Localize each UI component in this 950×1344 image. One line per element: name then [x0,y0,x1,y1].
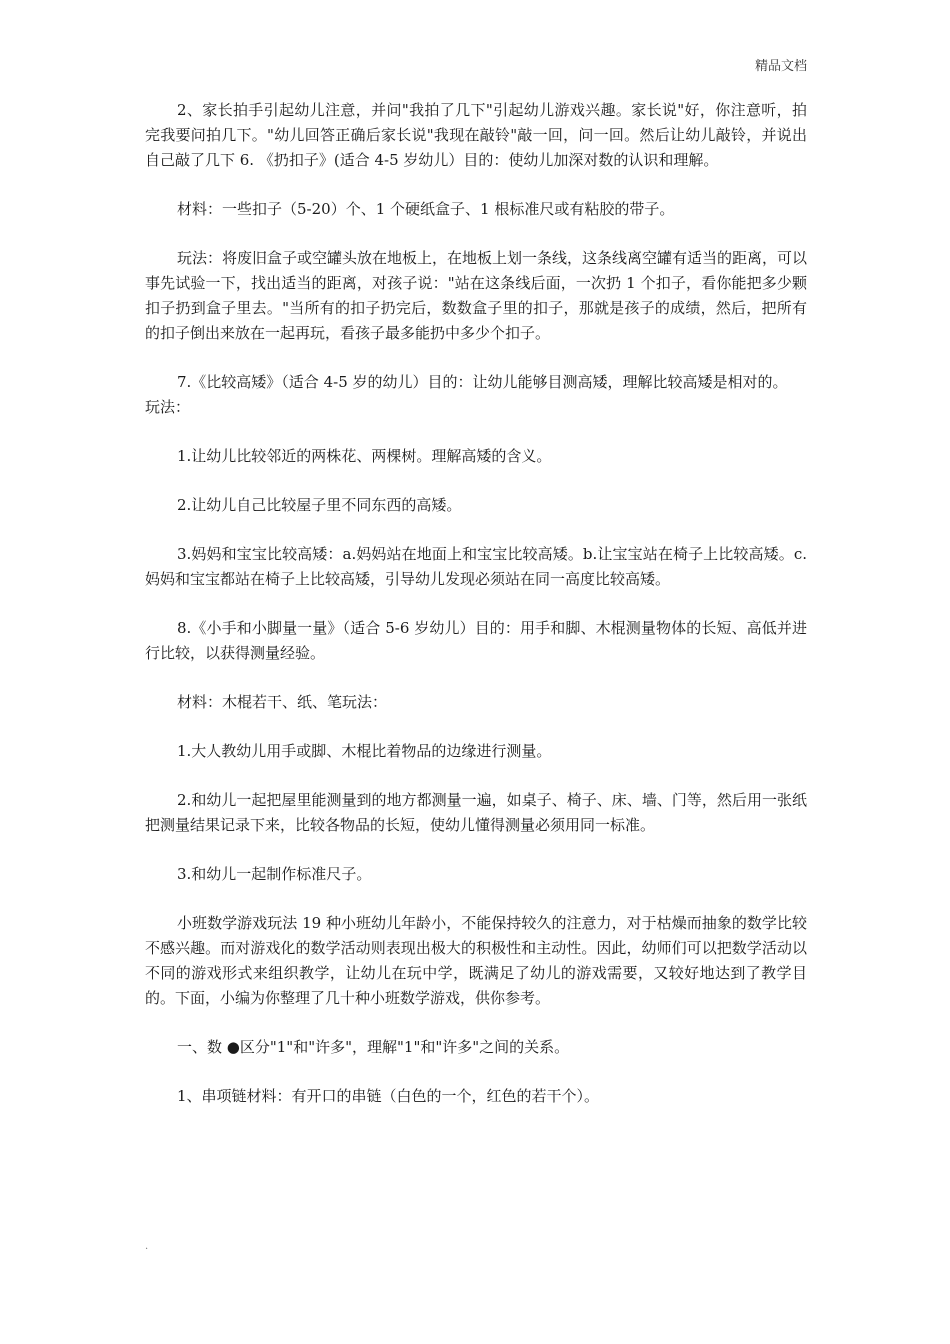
paragraph-measure-step-1: 1.大人教幼儿用手或脚、木棍比着物品的边缘进行测量。 [177,742,552,760]
paragraph-intro-small-class: 小班数学游戏玩法 19 种小班幼儿年龄小，不能保持较久的注意力，对于枯燥而抽象的数学比较不感兴趣。而对游戏化的数学活动则表现出极大的积极性和主动性。因此，幼师们可以把数学活动以不同的游戏形式来组织教学，让幼儿在玩中学，既满足了幼儿的游戏需要，又较好地达到了教学目的。下面，小编为你整理了几十种小班数学游戏，供你参考。 [145,914,807,1007]
paragraph-section-one: 一、数 ●区分"1"和"许多"，理解"1"和"许多"之间的关系。 [177,1038,570,1056]
paragraph-compare-height-title: 7.《比较高矮》（适合 4-5 岁的幼儿）目的：让幼儿能够目测高矮，理解比较高矮是相对的。 [177,373,788,391]
paragraph-height-step-2: 2.让幼儿自己比较屋子里不同东西的高矮。 [177,496,462,514]
paragraph-height-step-1: 1.让幼儿比较邻近的两株花、两棵树。理解高矮的含义。 [177,447,552,465]
paragraph-materials-buttons: 材料：一些扣子（5-20）个、1 个硬纸盒子、1 根标准尺或有粘胶的带子。 [177,200,675,218]
header-tag: 精品文档 [754,59,807,74]
footer-mark: . [145,1241,149,1252]
paragraph-necklace: 1、串项链材料：有开口的串链（白色的一个，红色的若干个）。 [177,1087,600,1105]
paragraph-clap-game: 2、家长拍手引起幼儿注意，并问"我拍了几下"引起幼儿游戏兴趣。家长说"好，你注意听，拍完我要问拍几下。"幼儿回答正确后家长说"我现在敲铃"敲一回，问一回。然后让幼儿敲铃，并说出自己敲了几下 6. 《扔扣子》(适合 4-5 岁幼儿）目的：使幼儿加深对数的认识和理解。 [145,101,807,169]
paragraph-measure-step-2: 2.和幼儿一起把屋里能测量到的地方都测量一遍，如桌子、椅子、床、墙、门等，然后用一张纸把测量结果记录下来，比较各物品的长短，使幼儿懂得测量必须用同一标准。 [145,791,807,834]
paragraph-measure-title: 8.《小手和小脚量一量》（适合 5-6 岁幼儿）目的：用手和脚、木棍测量物体的长短、高低并进行比较，以获得测量经验。 [145,619,807,662]
paragraph-play-label: 玩法： [145,398,191,416]
document-body [145,98,807,1133]
paragraph-height-step-3: 3.妈妈和宝宝比较高矮：a.妈妈站在地面上和宝宝比较高矮。b.让宝宝站在椅子上比较高矮。c.妈妈和宝宝都站在椅子上比较高矮，引导幼儿发现必须站在同一高度比较高矮。 [145,545,807,588]
paragraph-play-buttons: 玩法：将废旧盒子或空罐头放在地板上，在地板上划一条线，这条线离空罐有适当的距离，可以事先试验一下，找出适当的距离，对孩子说："站在这条线后面，一次扔 1 个扣子，看你能把多少颗扣子扔到盒子里去。"当所有的扣子扔完后，数数盒子里的扣子，那就是孩子的成绩，然后，把所有的扣子倒出来放在一起再玩，看孩子最多能扔中多少个扣子。 [145,249,808,342]
paragraph-measure-materials: 材料：木棍若干、纸、笔玩法： [177,693,388,711]
paragraph-measure-step-3: 3.和幼儿一起制作标准尺子。 [177,865,372,883]
